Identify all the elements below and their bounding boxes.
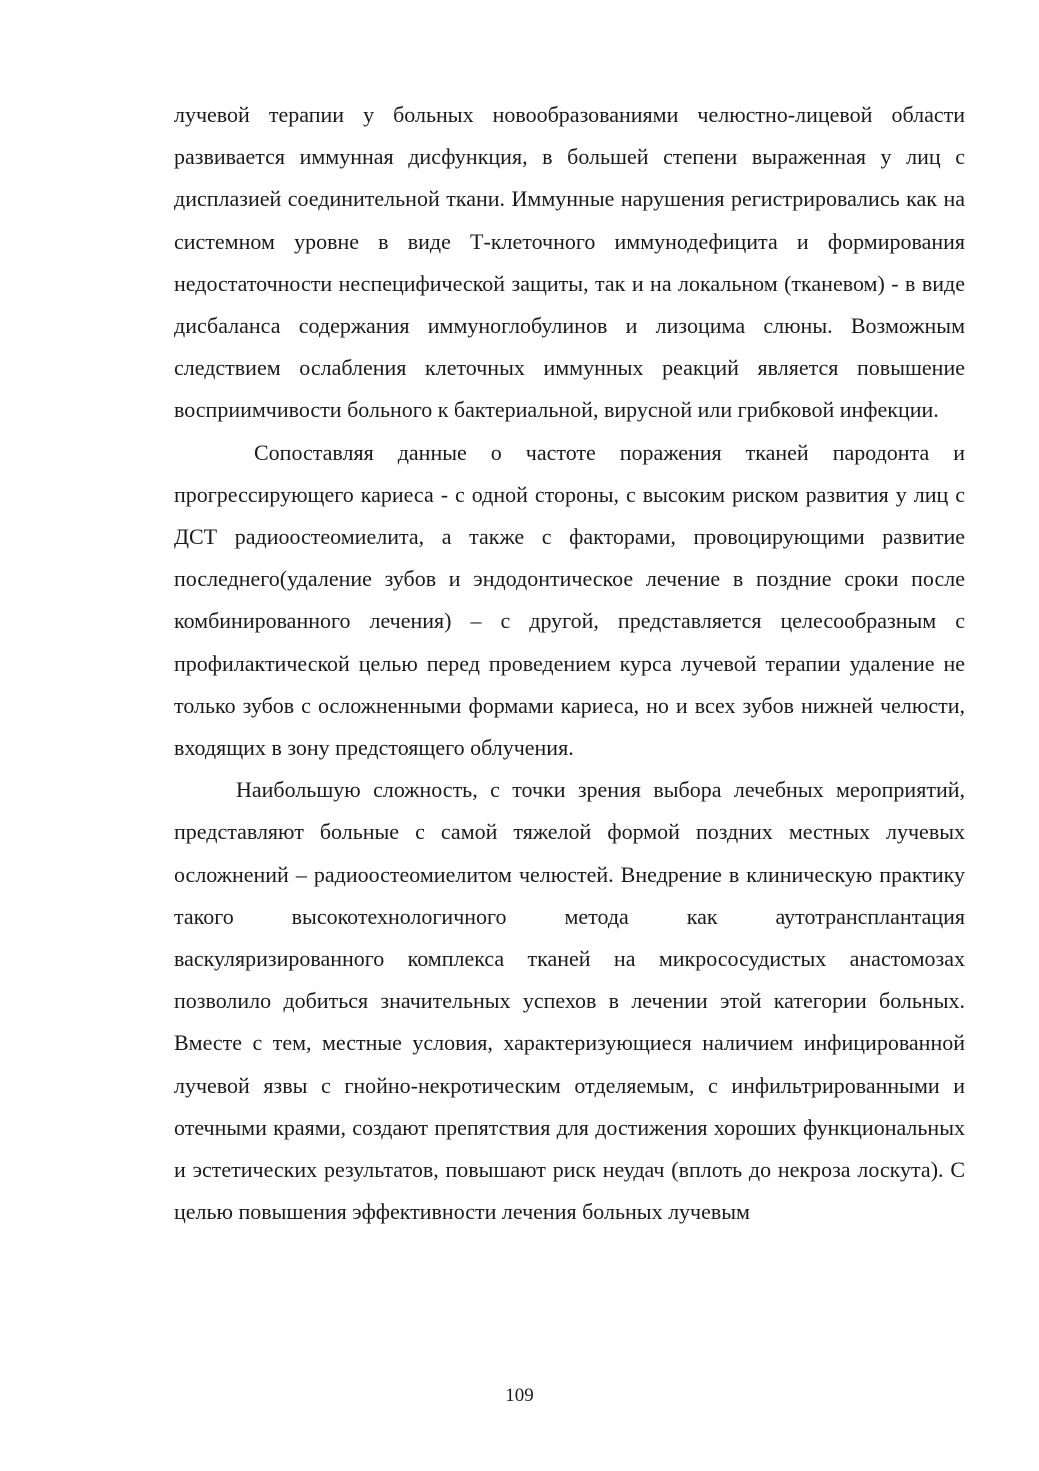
document-body — [174, 94, 965, 1233]
paragraph-1: лучевой терапии у больных новообразованиями челюстно-лицевой области развивается иммунная дисфункция, в большей степени выраженная у лиц с дисплазией соединительной ткани. Иммунные нарушения регистрировались как на системном уровне в виде Т-клеточного иммунодефицита и формирования недостаточности неспецифической защиты, так и на локальном (тканевом) - в виде дисбаланса содержания иммуноглобулинов и лизоцима слюны. Возможным следствием ослабления клеточных иммунных реакций является повышение восприимчивости больного к бактериальной, вирусной или грибковой инфекции. — [174, 102, 965, 423]
paragraph-3: Наибольшую сложность, с точки зрения выбора лечебных мероприятий, представляют больные с самой тяжелой формой поздних местных лучевых осложнений – радиоостеомиелитом челюстей. Внедрение в клиническую практику такого высокотехнологичного метода как аутотрансплантация васкуляризированного комплекса тканей на микрососудистых анастомозах позволило добиться значительных успехов в лечении этой категории больных. Вместе с тем, местные условия, характеризующиеся наличием инфицированной лучевой язвы с гнойно-некротическим отделяемым, с инфильтрированными и отечными краями, создают препятствия для достижения хороших функциональных и эстетических результатов, повышают риск неудач (вплоть до некроза лоскута). С целью повышения эффективности лечения больных лучевым — [174, 777, 965, 1225]
paragraph-2: Сопоставляя данные о частоте поражения тканей пародонта и прогрессирующего кариеса - с одной стороны, с высоким риском развития у лиц с ДСТ радиоостеомиелита, а также с факторами, провоцирующими развитие последнего(удаление зубов и эндодонтическое лечение в поздние сроки после комбинированного лечения) – с другой, представляется целесообразным с профилактической целью перед проведением курса лучевой терапии удаление не только зубов с осложненными формами кариеса, но и всех зубов нижней челюсти, входящих в зону предстоящего облучения. — [174, 439, 965, 761]
page-number: 109 — [505, 1385, 534, 1406]
